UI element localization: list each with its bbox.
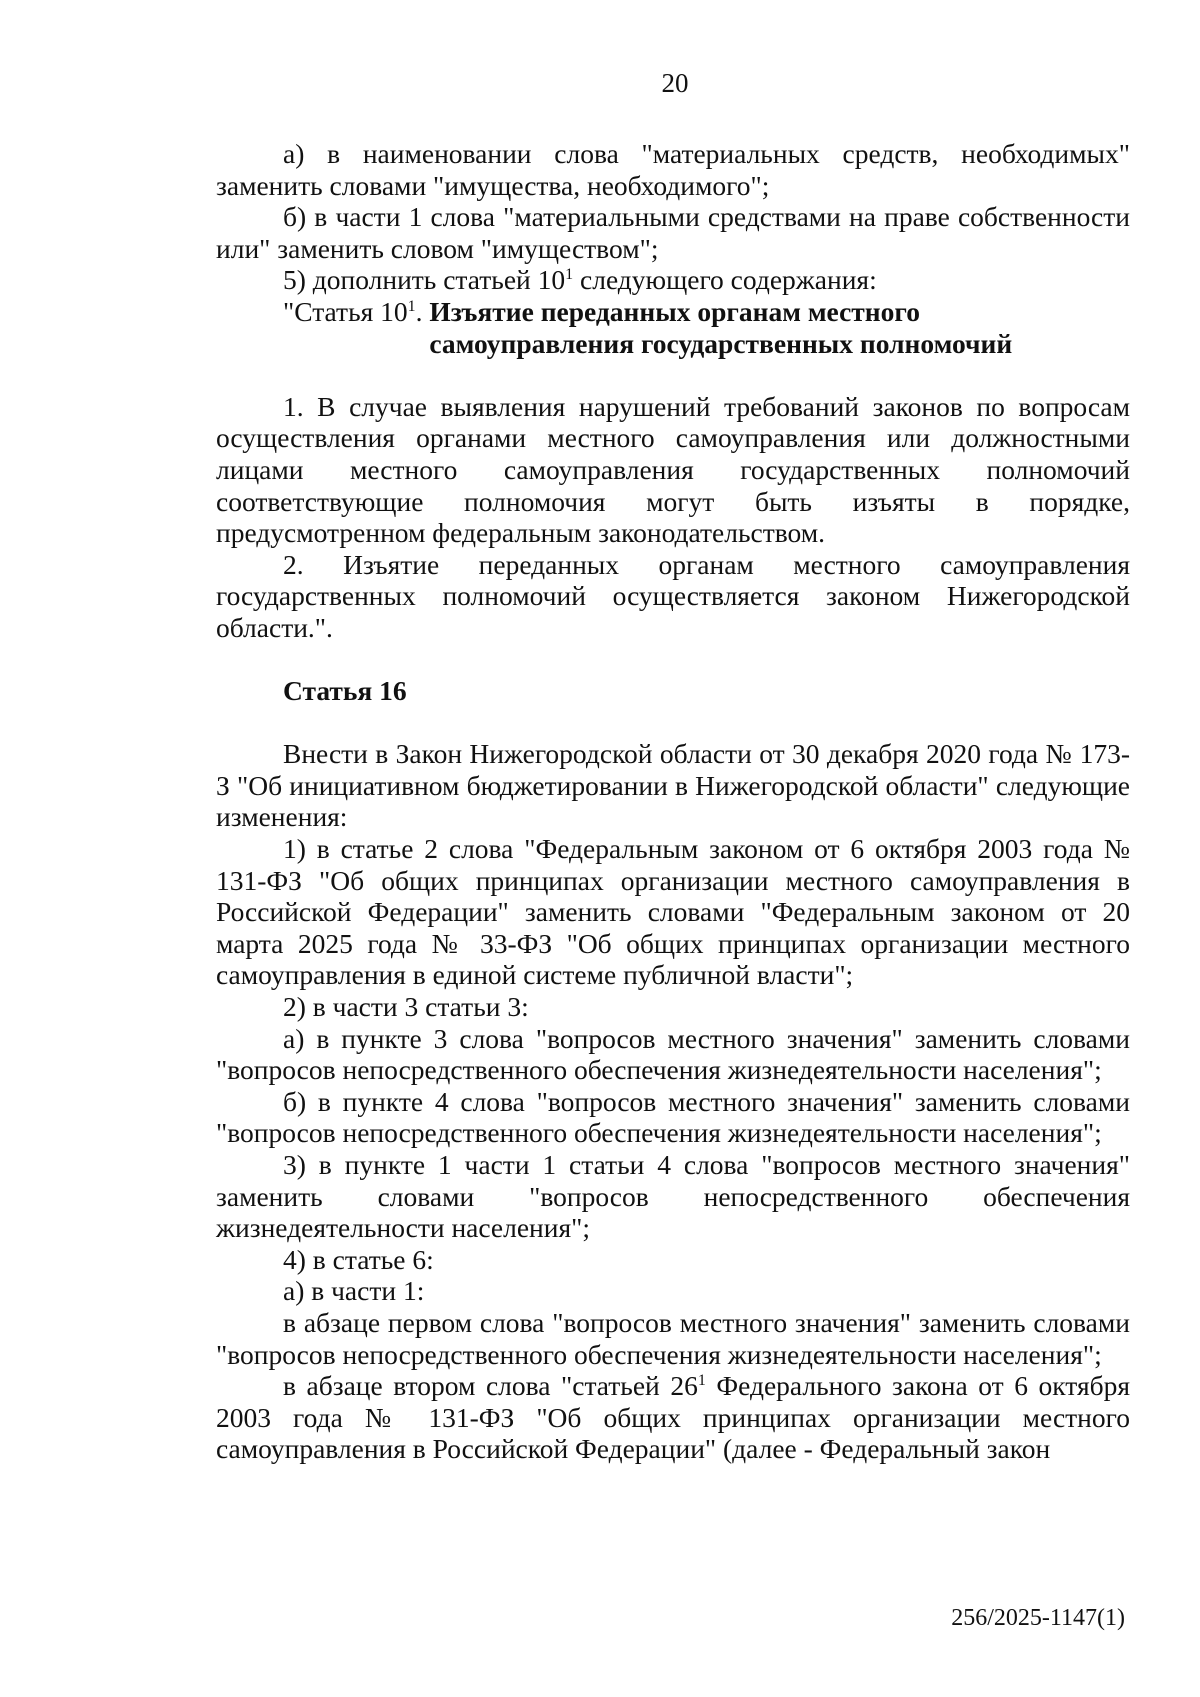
amendment-3: 3) в пункте 1 части 1 статьи 4 слова "вопросов местного значения" заменить словами "вопросов непосредственного обеспечения жизнедеятельности населения"; (216, 1149, 1130, 1244)
item-b: б) в части 1 слова "материальными средствами на праве собственности или" заменить словом "имуществом"; (216, 201, 1130, 264)
article-paragraph-1: 1. В случае выявления нарушений требований законов по вопросам осуществления органами местного самоуправления или должностными лицами местного самоуправления государственных полномочий соответствующие полномочия могут быть изъяты в порядке, предусмотренном федеральным законодательством. (216, 390, 1130, 549)
article-paragraph-2: 2. Изъятие переданных органам местного самоуправления государственных полномочий осуществляется законом Нижегородской области.". (216, 548, 1130, 643)
registration-number: 256/2025-1147(1) (951, 1605, 1125, 1631)
item-a: а) в наименовании слова "материальных средств, необходимых" заменить словами "имущества, необходимого"; (216, 138, 1130, 201)
document-body (216, 138, 1130, 1465)
amendment-2b: б) в пункте 4 слова "вопросов местного значения" заменить словами "вопросов непосредственного обеспечения жизнедеятельности населения"; (216, 1085, 1130, 1149)
page-number: 20 (661, 68, 689, 98)
section-heading: Статья 16 (283, 675, 407, 707)
amendment-4a-para1: в абзаце первом слова "вопросов местного значения" заменить словами "вопросов непосредственного обеспечения жизнедеятельности населения"; (216, 1306, 1130, 1370)
item-5: 5) дополнить статьей $10^1$ следующего содержания: (283, 264, 877, 296)
amendment-1: 1) в статье 2 слова "Федеральным законом от 6 октября 2003 года № 131-ФЗ "Об общих принципах организации местного самоуправления в Российской Федерации" заменить словами "Федеральным законом от 20 марта 2025 года № 33-ФЗ "Об общих принципах организации местного самоуправления в единой системе публичной власти"; (216, 833, 1130, 991)
amendment-4a: а) в части 1: (283, 1275, 425, 1307)
amendment-4a-para2: в абзаце втором слова "статьей $26^1$ Федерального закона от 6 октября 2003 года № 131-ФЗ "Об общих принципах организации местного самоуправления в Российской Федерации" (далее - Федеральный закон (216, 1370, 1130, 1465)
section-intro: Внести в Закон Нижегородской области от 30 декабря 2020 года № 173-З "Об инициативном бюджетировании в Нижегородской области" следующие изменения: (216, 738, 1130, 833)
article-number: "Статья $10^1$. (283, 295, 430, 327)
article-heading (216, 296, 1130, 359)
amendment-2a: а) в пункте 3 слова "вопросов местного значения" заменить словами "вопросов непосредственного обеспечения жизнедеятельности населения"; (216, 1022, 1130, 1086)
article-title: Изъятие переданных органам местного самоуправления государственных полномочий (429, 295, 1013, 359)
amendment-2: 2) в части 3 статьи 3: (283, 991, 529, 1023)
amendment-4: 4) в статье 6: (283, 1243, 434, 1275)
